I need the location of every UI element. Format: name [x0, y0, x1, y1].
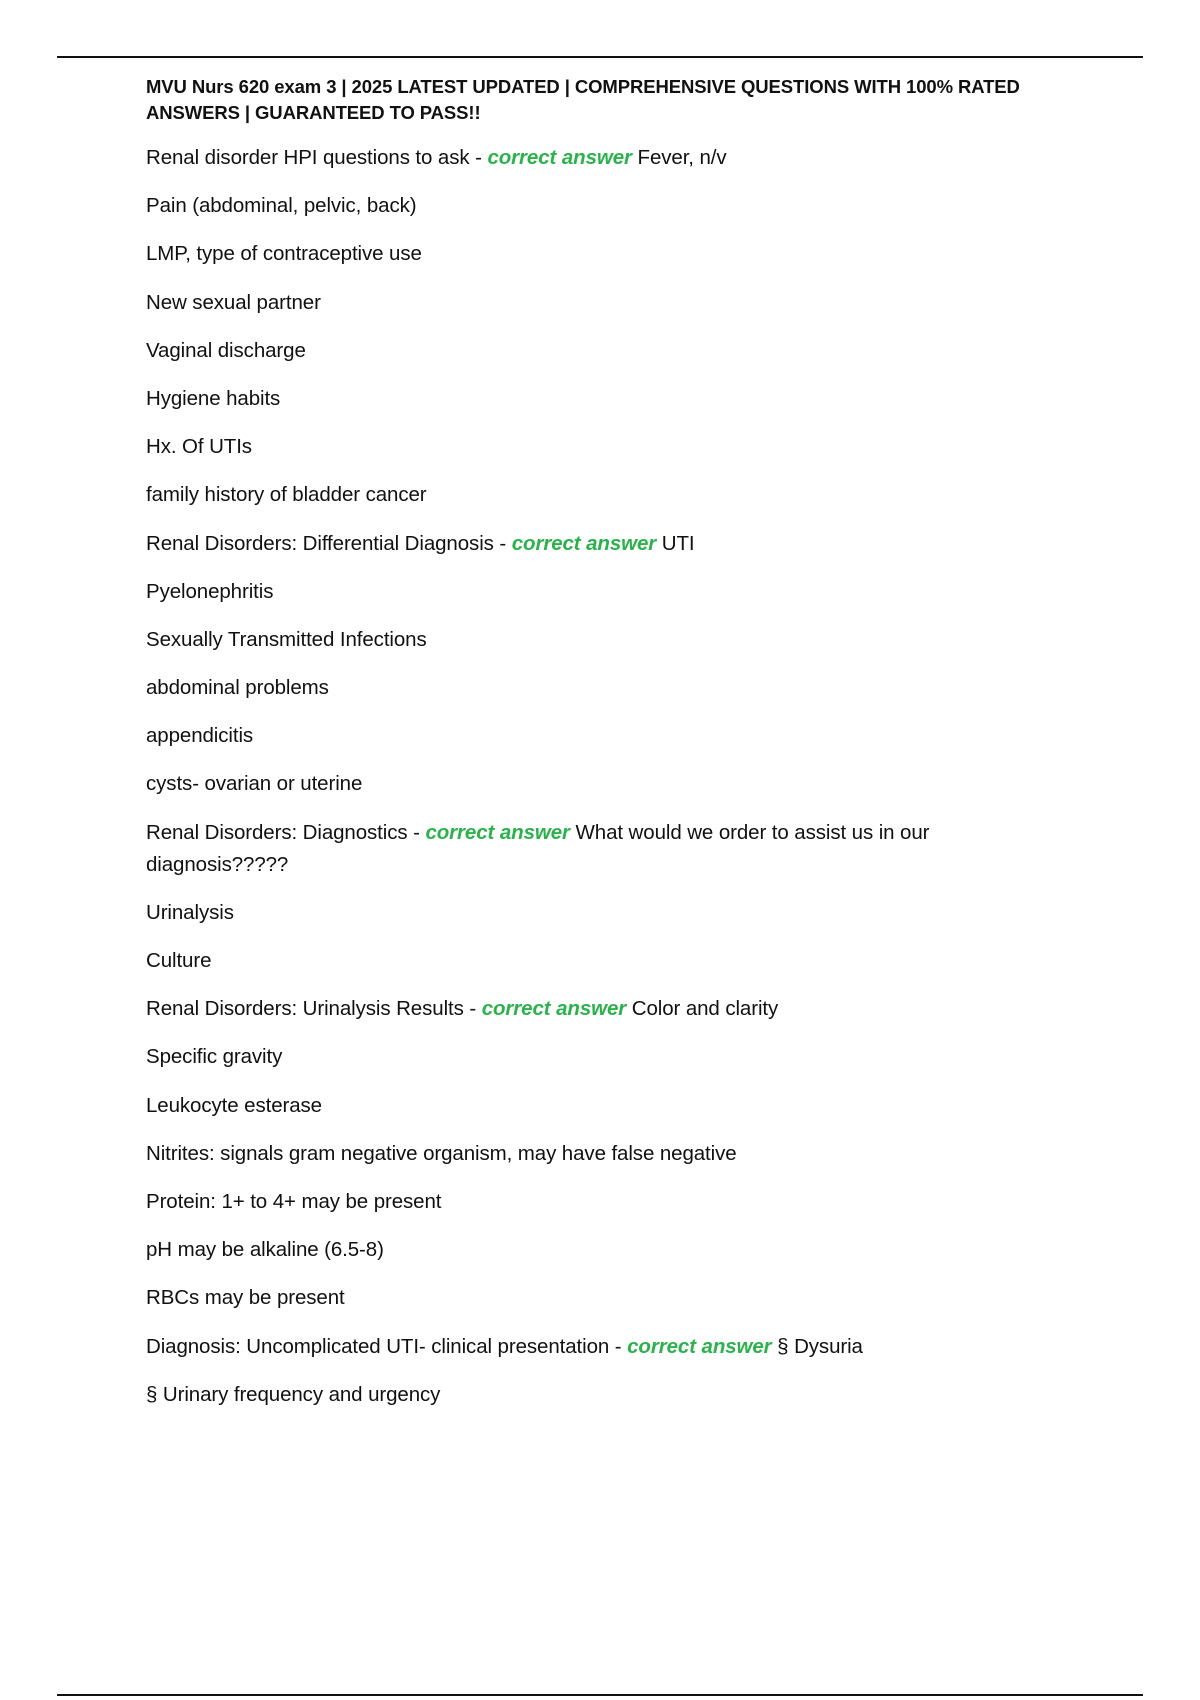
top-divider [57, 56, 1143, 58]
answer-line: RBCs may be present [146, 1286, 345, 1310]
question-text: Renal disorder HPI questions to ask [146, 146, 470, 169]
answer-line: Pain (abdominal, pelvic, back) [146, 194, 417, 218]
answer-line: Pyelonephritis [146, 579, 274, 603]
answer-line: pH may be alkaline (6.5-8) [146, 1238, 384, 1262]
answer-text: UTI [661, 531, 695, 555]
question-separator: - [493, 531, 512, 555]
answer-line: Specific gravity [146, 1045, 283, 1069]
correct-answer-marker: correct answer [481, 997, 627, 1021]
bottom-divider [57, 1694, 1143, 1696]
correct-answer-marker: correct answer [511, 531, 657, 555]
question-text: Renal Disorders: Diagnostics [146, 820, 408, 844]
answer-line: Nitrites: signals gram negative organism, may have false negative [146, 1141, 737, 1165]
document-title: MVU Nurs 620 exam 3 | 2025 LATEST UPDATED | COMPREHENSIVE QUESTIONS WITH 100% RATED ANSWERS | GUARANTEED TO PASS!! [146, 76, 1020, 123]
question-line [146, 528, 1076, 560]
answer-line: LMP, type of contraceptive use [146, 242, 422, 266]
document-body [146, 74, 1076, 1427]
answer-text: Fever, n/v [637, 146, 727, 169]
answer-line: Culture [146, 949, 212, 972]
answer-line: Hygiene habits [146, 386, 281, 410]
question-separator: - [469, 146, 488, 169]
answer-line: Urinalysis [146, 900, 234, 924]
question-line [146, 1331, 1076, 1363]
answer-line: Sexually Transmitted Infections [146, 627, 427, 651]
answer-line: New sexual partner [146, 290, 321, 314]
question-separator: - [463, 997, 482, 1021]
answer-line: Leukocyte esterase [146, 1093, 322, 1117]
question-separator: - [407, 820, 426, 844]
answer-text: Color and clarity [631, 997, 779, 1021]
answer-line: family history of bladder cancer [146, 483, 427, 507]
answer-line: cysts- ovarian or uterine [146, 772, 363, 796]
answer-line: abdominal problems [146, 676, 329, 700]
question-line [146, 142, 1076, 174]
question-text: Diagnosis: Uncomplicated UTI- clinical presentation [146, 1334, 610, 1358]
answer-line: appendicitis [146, 724, 254, 748]
qa-lines [146, 142, 1076, 1411]
answer-line: Vaginal discharge [146, 338, 306, 362]
question-separator: - [609, 1334, 628, 1358]
answer-text: What would we order to assist us in our diagnosis????? [146, 820, 930, 876]
answer-line: Hx. Of UTIs [146, 435, 252, 459]
question-line [146, 817, 1076, 881]
answer-text: § Dysuria [777, 1334, 863, 1358]
answer-line: Protein: 1+ to 4+ may be present [146, 1189, 442, 1213]
correct-answer-marker: correct answer [627, 1334, 772, 1358]
correct-answer-marker: correct answer [487, 146, 632, 169]
question-text: Renal Disorders: Urinalysis Results [146, 997, 464, 1021]
question-text: Renal Disorders: Differential Diagnosis [146, 531, 494, 555]
answer-line: § Urinary frequency and urgency [146, 1382, 441, 1406]
question-line [146, 993, 1076, 1025]
correct-answer-marker: correct answer [425, 820, 570, 844]
